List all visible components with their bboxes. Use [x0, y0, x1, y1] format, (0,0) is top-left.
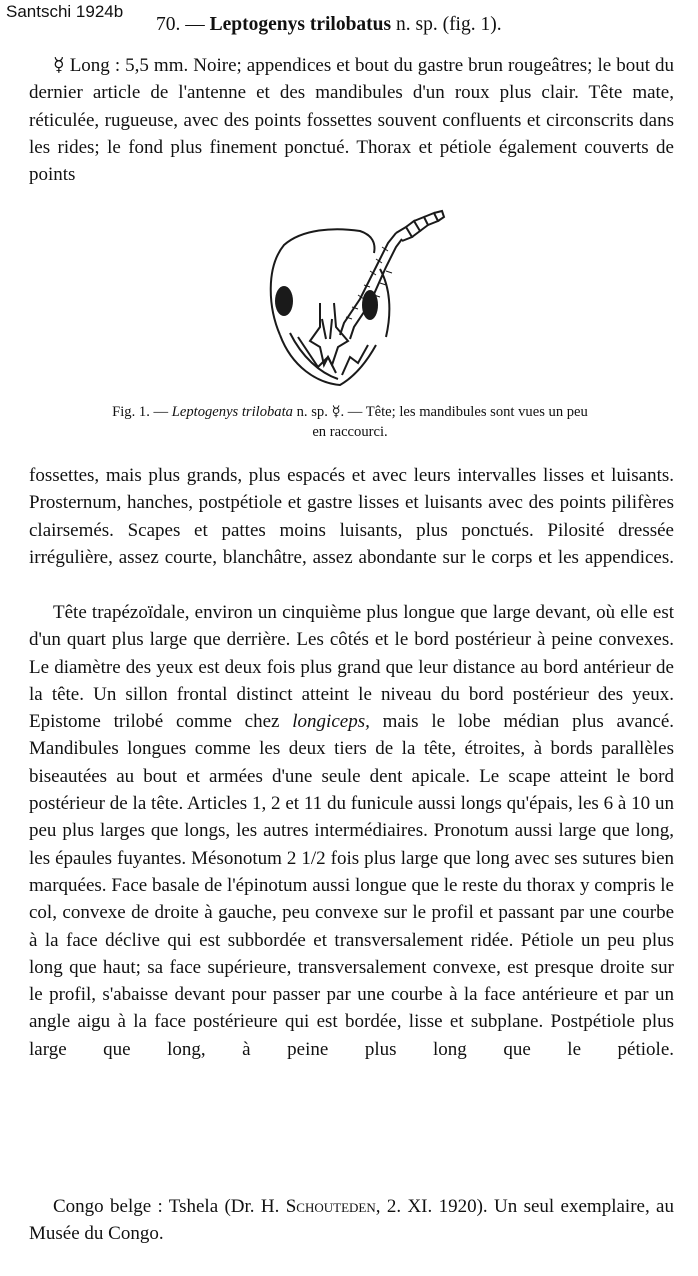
caption-species: Leptogenys trilobata	[171, 404, 293, 420]
collector-name: Schouteden	[285, 1196, 376, 1217]
worker-symbol: ☿	[53, 55, 65, 76]
locality-text-a: Congo belge : Tshela (Dr. H.	[53, 1196, 280, 1217]
description-paragraph-3	[29, 599, 674, 1063]
description-text-1: Long : 5,5 mm. Noire; appendices et bout du gastre brun rougeâtres; le bout du dernier article de l'antenne et des mandibules d'un roux plus clair. Tête mate, réticulée, rugueuse, avec des points fossettes souvent confluents et circonscrits dans les rides; le fond plus finement ponctué. Thorax et pétiole également couverts de points	[29, 55, 674, 186]
locality-paragraph	[29, 1193, 674, 1248]
ant-head-figure	[262, 207, 448, 397]
figure-caption	[110, 402, 590, 442]
caption-suffix: n. sp. ☿. — Tête; les mandibules sont vues un peu en raccourci.	[296, 404, 588, 440]
heading-suffix: n. sp. (fig. 1).	[395, 14, 502, 35]
caption-prefix: Fig. 1. —	[112, 404, 169, 420]
heading-species-name: Leptogenys trilobatus	[209, 14, 392, 35]
description-paragraph-2: fossettes, mais plus grands, plus espacés et avec leurs intervalles lisses et luisants. Prosternum, hanches, postpétiole et gastre lisses et luisants avec des points pilifères clairsemés. Scapes et pattes moins luisants, plus ponctués. Pilosité dressée irrégulière, assez courte, blanchâtre, assez abondante sur le corps et les appendices.	[29, 465, 674, 568]
heading-dash: —	[185, 14, 205, 35]
source-label: Santschi 1924b	[6, 2, 124, 21]
description-text-3a: Tête trapézoïdale, environ un cinquième plus longue que large devant, où elle est d'un quart plus large que derrière. Les côtés et le bord postérieur à peine convexes. Le diamètre des yeux est deux fois plus grand que leur distance au bord antérieur de la tête. Un sillon frontal distinct atteint le niveau du bord postérieur des yeux. Epistome trilobé comme chez	[29, 602, 674, 733]
comparison-species: longiceps,	[292, 711, 370, 733]
description-paragraph-1	[29, 52, 674, 189]
locality-text-b: , 2. XI. 1920). Un seul exemplaire, au Musée du Congo.	[29, 1196, 674, 1245]
species-heading	[156, 14, 502, 36]
description-text-3b: mais le lobe médian plus avancé. Mandibules longues comme les deux tiers de la tête, étroites, à bords parallèles biseautées au bout et armées d'une seule dent apicale. Le scape atteint le bord postérieur de la tête. Articles 1, 2 et 11 du funicule aussi longs qu'épais, les 6 à 10 un peu plus larges que longs, les autres intermédiaires. Pronotum aussi large que long, les épaules fuyantes. Mésonotum 2 1/2 fois plus large que long avec ses sutures bien marquées. Face basale de l'épinotum aussi longue que le reste du thorax y compris le col, convexe de droite à gauche, peu convexe sur le profil et passant par une courbe à la face déclive qui est subbordée et transversalement ridée. Pétiole un peu plus long que haut; sa face supérieure, transversalement convexe, est presque droite sur le profil, s'abaisse devant pour passer par une courbe à la face antérieure et par un angle aigu à la face postérieure qui est bordée, lisse et subplane. Postpétiole plus large que long, à peine plus long que le pétiole.	[29, 711, 675, 1060]
heading-number: 70.	[156, 14, 181, 35]
